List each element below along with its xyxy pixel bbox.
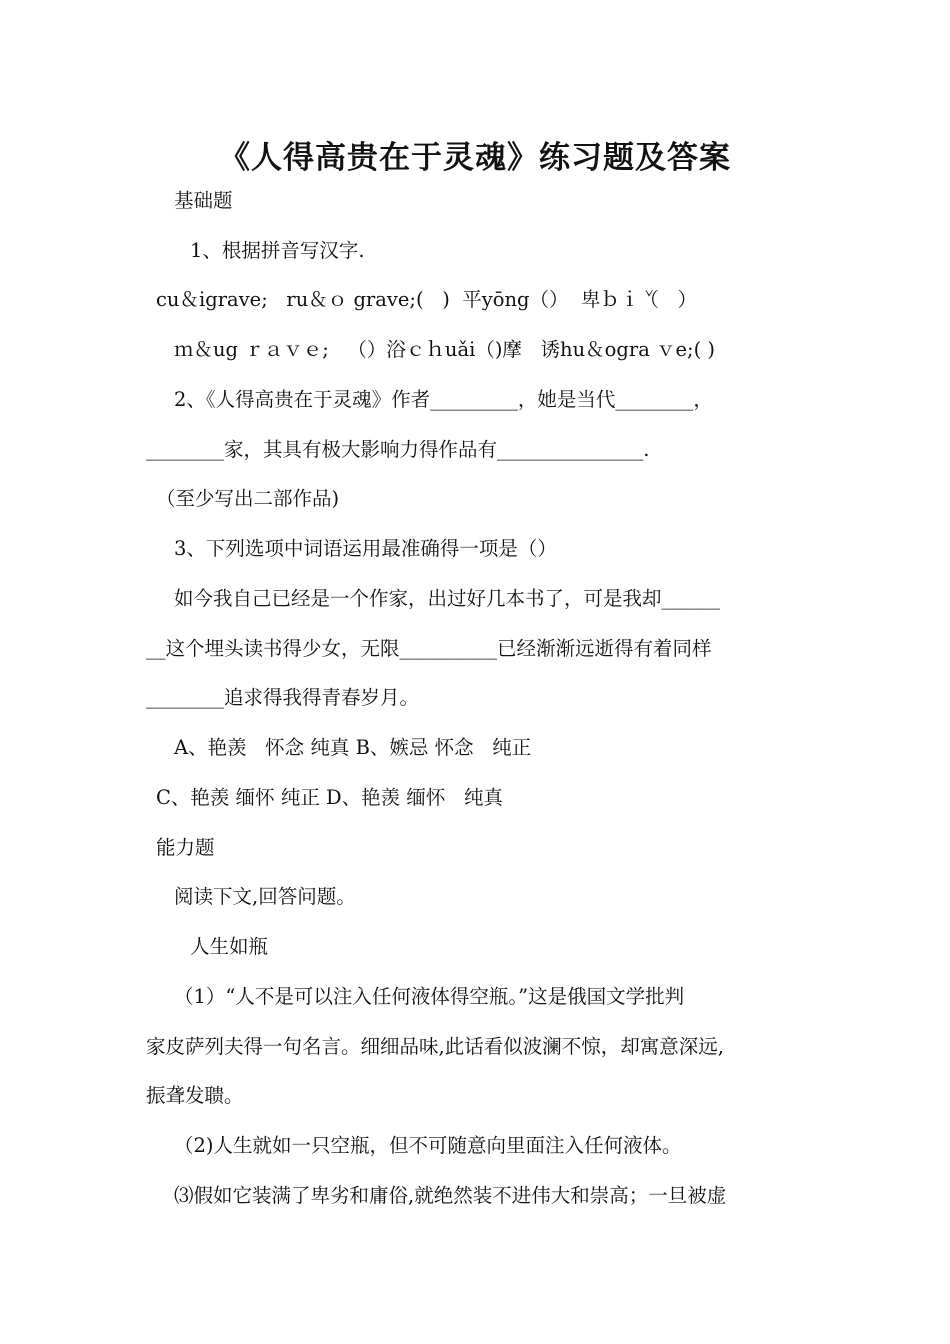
- document-title: 《人得高贵在于灵魂》练习题及答案: [219, 140, 731, 176]
- pinyin-line-1: cu＆igrave; ru＆ｏ grave;( ) 平yōng（） 卑ｂｉ̌（ ）: [156, 288, 698, 311]
- options-cd: C、艳羡 缅怀 纯正 D、艳羡 缅怀 纯真: [156, 786, 503, 809]
- passage-para-1-line-2: 家皮萨列夫得一句名言。细细品味,此话看似波澜不惊，却寓意深远,: [146, 1035, 724, 1058]
- options-ab: A、艳羡 怀念 纯真 B、嫉忌 怀念 纯正: [174, 736, 532, 759]
- question-1: 1、根据拼音写汉字.: [190, 239, 365, 262]
- reading-instruction: 阅读下文,回答问题。: [174, 885, 356, 908]
- passage-para-2: （2)人生就如一只空瓶，但不可随意向里面注入任何液体。: [174, 1134, 682, 1157]
- question-2-cont: ________家，其具有极大影响力得作品有_______________.: [146, 438, 650, 461]
- question-2-note: （至少写出二部作品): [156, 487, 340, 510]
- passage-title: 人生如瓶: [190, 935, 269, 958]
- passage-para-1-line-3: 振聋发聩。: [146, 1084, 244, 1107]
- question-3: 3、下列选项中词语运用最准确得一项是（）: [174, 537, 557, 560]
- question-3-text-3: ________追求得我得青春岁月。: [146, 686, 420, 709]
- question-2: 2、《人得高贵在于灵魂》作者_________，她是当代________，: [174, 388, 713, 411]
- passage-para-1-line-1: （1）“人不是可以注入任何液体得空瓶。”这是俄国文学批判: [174, 985, 685, 1008]
- section-basic-heading: 基础题: [174, 189, 233, 212]
- question-3-text-1: 如今我自己已经是一个作家，出过好几本书了，可是我却______: [174, 587, 721, 610]
- question-3-text-2: __这个埋头读书得少女，无限__________已经渐渐远逝得有着同样: [146, 637, 712, 660]
- passage-para-3: ⑶假如它装满了卑劣和庸俗,就绝然装不进伟大和崇高；一旦被虚: [174, 1184, 727, 1207]
- section-ability-heading: 能力题: [156, 836, 215, 859]
- pinyin-line-2: ｍ＆ug ｒａｖｅ; （）浴ｃｈuǎi（)摩 诱hu＆ogra ｖe;( ): [174, 338, 716, 361]
